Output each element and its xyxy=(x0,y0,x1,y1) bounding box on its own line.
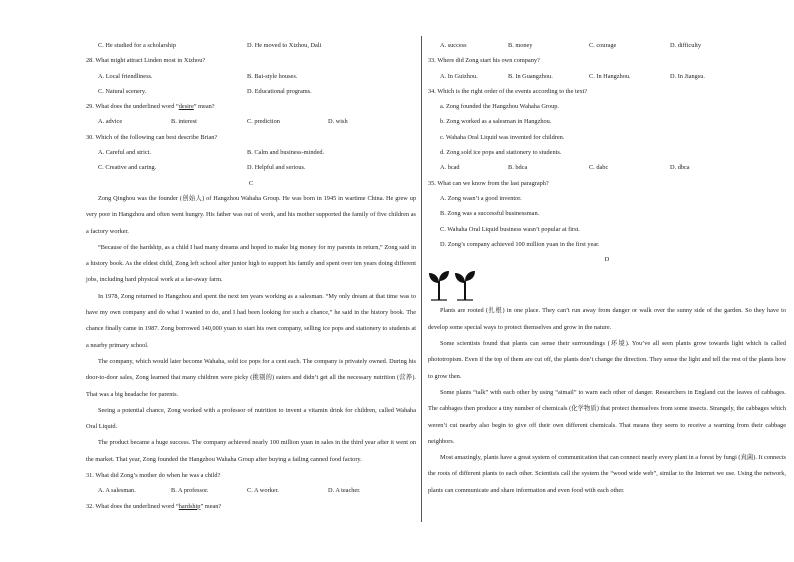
q29-question-pre: 29. What does the underlined word “ xyxy=(86,103,179,111)
q31-option-c[interactable]: C. A worker. xyxy=(247,487,279,495)
q35-option-b[interactable]: B. Zong was a successful businessman. xyxy=(440,210,540,218)
q32-question xyxy=(86,499,416,514)
q29-underlined-word: desire xyxy=(178,103,194,111)
passage-d-paragraph-2 xyxy=(428,336,786,385)
q34-event-c: c. Wahaha Oral Liquid was invented for children. xyxy=(440,133,565,141)
passage-c-paragraph-3 xyxy=(86,289,416,354)
q35-option-c[interactable]: C. Wahaha Oral Liquid business wasn’t popular at first. xyxy=(440,225,580,233)
plant-illustration xyxy=(428,267,786,303)
q32-question-pre: 32. What does the underlined word “ xyxy=(86,502,179,510)
passage-d-text-2: Some scientists found that plants can sense their surroundings (环境). You’ve all seen plants grow towards light which is called phototropism. Even if the top of them are cut off, the plants don’t change the direction. They sense the light and tell the rest of the plants how to grow then. xyxy=(428,340,786,380)
q35-option-d[interactable]: D. Zong’s company achieved 100 million yuan in the first year. xyxy=(440,240,600,248)
column-divider xyxy=(421,36,422,522)
passage-c-text-5: Seeing a potential chance, Zong worked with a professor of nutrition to invent a vitamin drink for children, called Wahaha Oral Liquid. xyxy=(86,406,416,431)
q31-option-b[interactable]: B. A professor. xyxy=(171,487,209,495)
q33-option-a[interactable]: A. In Guizhou. xyxy=(440,72,478,80)
passage-c-paragraph-4 xyxy=(86,354,416,403)
q29-option-d[interactable]: D. wish xyxy=(328,118,348,126)
q28-options-row1 xyxy=(86,69,416,84)
passage-c-paragraph-1 xyxy=(86,191,416,240)
q34-option-b[interactable]: B. bdca xyxy=(508,164,528,172)
q29-question xyxy=(86,99,416,114)
q28-option-b[interactable]: B. Bai-style houses. xyxy=(247,72,298,80)
q32-options xyxy=(428,38,786,53)
q30-option-a[interactable]: A. Careful and strict. xyxy=(98,149,151,157)
passage-d-text-4: Most amazingly, plants have a great system of communication that can connect nearly every plant in a forest by fungi (真菌). It connects the roots of different plants to each other. Scientists call the system the “wood wide web”, similar to the Internet we use. Using the network, plants can communicate and share information and even food with each other. xyxy=(428,454,786,494)
q31-option-d[interactable]: D. A teacher. xyxy=(328,487,361,495)
q27-options xyxy=(86,38,416,53)
passage-c-text-1: Zong Qinghou was the founder (创始人) of Hangzhou Wahaha Group. He was born in 1945 in wartime China. He grew up very poor in Hangzhou and often went hungry. His father was out of work, and his mother supported the family of five children as a factory worker. xyxy=(86,194,416,235)
q34-option-c[interactable]: C. dabc xyxy=(589,164,609,172)
passage-c-text-3: In 1978, Zong returned to Hangzhou and spent the next ten years working as a salesman. “My only dream at that time was to have my own company and do what I wanted to do, and I had been looking for such a chance,” he said in the history book. The chance finally came in 1987. Zong borrowed 140,000 yuan to start his own company, selling ice pops and stationery to students at a nearby primary school. xyxy=(86,292,416,349)
passage-d-text-3: Some plants “talk” with each other by using “aimail” to warn each other of danger. Researchers in England cut the leaves of cabbages. The cabbages then produce a tiny number of chemicals (化学物质) that protect themselves from some insects. Strangely, the cabbages which weren’t cut nearby also begin to give off their own different chemicals. That means they seem to receive a warning from their cabbage neighbors. xyxy=(428,388,786,445)
q29-option-a[interactable]: A. advice xyxy=(98,118,123,126)
q27-option-c[interactable]: C. He studied for a scholarship xyxy=(98,42,176,49)
passage-c-paragraph-5 xyxy=(86,403,416,436)
q29-option-b[interactable]: B. interest xyxy=(171,118,197,126)
q33-question: 33. Where did Zong start his own company? xyxy=(428,57,540,65)
q28-option-c[interactable]: C. Natural scenery. xyxy=(98,87,147,95)
right-column xyxy=(428,38,786,499)
passage-d-paragraph-3 xyxy=(428,385,786,450)
q33-option-d[interactable]: D. In Jiangsu. xyxy=(670,72,705,80)
section-c-heading: C xyxy=(248,179,254,187)
q34-option-d[interactable]: D. dbca xyxy=(670,164,690,172)
q31-question: 31. What did Zong’s mother do when he was a child? xyxy=(86,472,221,480)
q32-option-d[interactable]: D. difficulty xyxy=(670,42,702,49)
q32-underlined-word: hardship xyxy=(178,502,201,510)
passage-d-text-1: Plants are rooted (扎根) in one place. They can’t run away from danger or walk over the sunny side of the garden. So they have to develop some special ways to protect themselves and grow in the nature. xyxy=(428,307,786,331)
left-column xyxy=(86,38,416,514)
q30-option-d[interactable]: D. Helpful and serious. xyxy=(247,164,306,172)
q31-option-a[interactable]: A. A salesman. xyxy=(98,487,136,495)
q28-option-d[interactable]: D. Educational programs. xyxy=(247,87,312,95)
q32-option-c[interactable]: C. courage xyxy=(589,42,617,49)
q27-option-d[interactable]: D. He moved to Xizhou, Dali xyxy=(247,42,322,49)
q30-option-b[interactable]: B. Calm and business-minded. xyxy=(247,149,325,157)
q30-option-c[interactable]: C. Creative and caring. xyxy=(98,164,157,172)
q29-question-post: ” mean? xyxy=(193,103,215,111)
q29-option-c[interactable]: C. prediction xyxy=(247,118,280,126)
passage-c-text-2: “Because of the hardship, as a child I had many dreams and hoped to make big money for my parents in return,” Zong said in a history book. As the eldest child, Zong left school after junior high to support his family and spent over ten years doing different jobs, including hard physical work at a far-away farm. xyxy=(86,243,416,284)
q30-options-row1 xyxy=(86,145,416,160)
q33-option-c[interactable]: C. In Hangzhou. xyxy=(589,72,631,80)
q30-question: 30. Which of the following can best describe Brian? xyxy=(86,133,218,141)
passage-c-text-6: The product became a huge success. The company achieved nearly 100 million yuan in sales in the third year after it went on the market. That year, Zong founded the Hangzhou Wahaha Group after buying a failing canned food factory. xyxy=(86,439,416,463)
q35-question: 35. What can we know from the last paragraph? xyxy=(428,179,549,187)
q31-options xyxy=(86,483,416,498)
passage-c-paragraph-2 xyxy=(86,240,416,289)
q34-option-a[interactable]: A. bcad xyxy=(440,164,460,172)
q28-question: 28. What might attract Linden most in Xizhou? xyxy=(86,57,206,65)
q35-option-a[interactable]: A. Zong wasn’t a good inventor. xyxy=(440,194,522,202)
q28-options-row2 xyxy=(86,84,416,99)
section-d-heading: D xyxy=(604,256,610,264)
passage-c-text-4: The company, which would later become Wahaha, sold ice pops for a cent each. The company is privately owned. During his door-to-door sales, Zong learned that many children were picky (挑剔的) eaters and didn’t get all the necessary nutrition (营养). That was a big headache for parents. xyxy=(86,357,416,398)
q34-event-d: d. Zong sold ice pops and stationery to students. xyxy=(440,149,562,157)
q32-option-b[interactable]: B. money xyxy=(508,42,533,49)
q33-options xyxy=(428,69,786,84)
q32-option-a[interactable]: A. success xyxy=(440,42,467,49)
q34-question: 34. Which is the right order of the events according to the text? xyxy=(428,87,588,95)
q34-event-b: b. Zong worked as a salesman in Hangzhou. xyxy=(440,118,552,126)
q29-options xyxy=(86,114,416,129)
q32-question-post: ” mean? xyxy=(200,502,222,510)
q28-option-a[interactable]: A. Local friendliness. xyxy=(98,72,153,80)
passage-d-paragraph-4 xyxy=(428,450,786,499)
q30-options-row2 xyxy=(86,160,416,175)
q33-option-b[interactable]: B. In Guangzhou. xyxy=(508,72,553,80)
passage-d-paragraph-1 xyxy=(428,303,786,336)
q34-event-a: a. Zong founded the Hangzhou Wahaha Group. xyxy=(440,103,559,111)
passage-c-paragraph-6 xyxy=(86,435,416,468)
seedling-icon xyxy=(428,269,450,301)
q34-options xyxy=(428,160,786,175)
seedling-icon xyxy=(454,269,476,301)
